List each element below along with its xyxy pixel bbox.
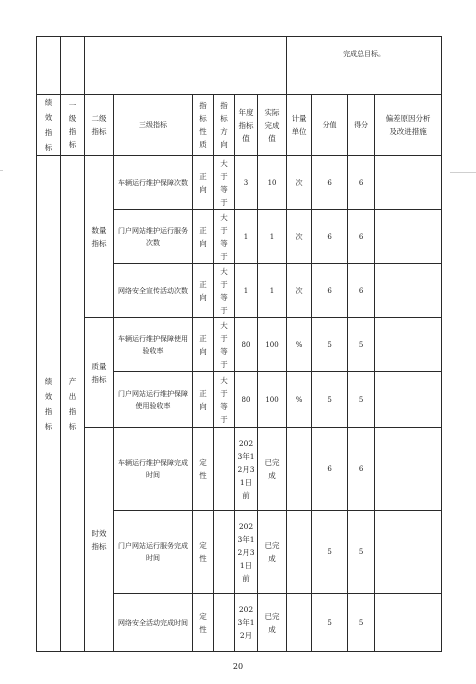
row-unit: % <box>287 318 312 372</box>
category-output-indicator: 产出指标 <box>61 156 85 652</box>
row-score: 6 <box>348 156 375 210</box>
row-nature: 正向 <box>193 318 214 372</box>
header-level2: 二级指标 <box>85 95 114 156</box>
left-edge-line <box>0 170 3 171</box>
row-unit: % <box>287 372 312 428</box>
row-score: 5 <box>348 372 375 428</box>
row-name: 网络安全宣传活动次数 <box>114 264 193 318</box>
summary-label: 完成总目标。 <box>287 37 442 95</box>
row-weight: 6 <box>312 264 348 318</box>
row-unit: 次 <box>287 264 312 318</box>
row-deviation <box>375 318 442 372</box>
row-target: 3 <box>235 156 258 210</box>
row-weight: 5 <box>312 594 348 652</box>
row-score: 6 <box>348 264 375 318</box>
header-nature: 指标性质 <box>193 95 214 156</box>
group-timeliness: 时效指标 <box>85 428 114 652</box>
row-actual: 1 <box>258 264 287 318</box>
summary-row <box>37 37 442 95</box>
row-actual: 已完成 <box>258 428 287 511</box>
row-target: 2023年12月 <box>235 594 258 652</box>
row-unit <box>287 511 312 594</box>
row-target: 2023年12月31日前 <box>235 428 258 511</box>
row-weight: 5 <box>312 372 348 428</box>
row-weight: 5 <box>312 511 348 594</box>
header-performance-indicator: 绩效指标 <box>37 95 61 156</box>
row-nature: 正向 <box>193 156 214 210</box>
row-unit: 次 <box>287 210 312 264</box>
row-deviation <box>375 264 442 318</box>
row-name: 门户网站维护运行服务次数 <box>114 210 193 264</box>
header-row <box>37 95 442 156</box>
header-actual-value: 实际完成值 <box>258 95 287 156</box>
row-direction: 大于等于 <box>214 372 235 428</box>
table-row <box>37 156 442 210</box>
row-weight: 6 <box>312 428 348 511</box>
table-row <box>37 428 442 511</box>
group-quantity: 数量指标 <box>85 156 114 318</box>
header-level3: 三级指标 <box>114 95 193 156</box>
row-actual: 已完成 <box>258 594 287 652</box>
header-deviation: 偏差原因分析及改进措施 <box>375 95 442 156</box>
row-weight: 6 <box>312 210 348 264</box>
group-quality: 质量指标 <box>85 318 114 428</box>
row-unit: 次 <box>287 156 312 210</box>
row-target: 80 <box>235 372 258 428</box>
page-number: 20 <box>232 662 244 671</box>
row-deviation <box>375 156 442 210</box>
header-weight: 分值 <box>312 95 348 156</box>
row-target: 1 <box>235 264 258 318</box>
row-nature: 定性 <box>193 511 214 594</box>
row-direction <box>214 428 235 511</box>
row-name: 门户网站运行服务完成时间 <box>114 511 193 594</box>
row-weight: 6 <box>312 156 348 210</box>
row-unit <box>287 594 312 652</box>
row-nature: 正向 <box>193 210 214 264</box>
header-annual-target: 年度指标值 <box>235 95 258 156</box>
row-nature: 正向 <box>193 372 214 428</box>
header-level1: 一级指标 <box>61 95 85 156</box>
row-score: 5 <box>348 318 375 372</box>
row-name: 车辆运行维护保障次数 <box>114 156 193 210</box>
row-unit <box>287 428 312 511</box>
row-score: 5 <box>348 511 375 594</box>
row-deviation <box>375 210 442 264</box>
row-score: 6 <box>348 428 375 511</box>
row-name: 门户网站运行维护保障使用验收率 <box>114 372 193 428</box>
header-unit: 计量单位 <box>287 95 312 156</box>
row-actual: 100 <box>258 372 287 428</box>
row-score: 5 <box>348 594 375 652</box>
row-actual: 100 <box>258 318 287 372</box>
row-target: 80 <box>235 318 258 372</box>
row-direction: 大于等于 <box>214 264 235 318</box>
row-deviation <box>375 428 442 511</box>
category-performance-indicator: 绩效指标 <box>37 156 61 652</box>
row-nature: 正向 <box>193 264 214 318</box>
row-direction: 大于等于 <box>214 318 235 372</box>
row-actual: 已完成 <box>258 511 287 594</box>
row-name: 网络安全活动完成时间 <box>114 594 193 652</box>
header-direction: 指标方向 <box>214 95 235 156</box>
row-nature: 定性 <box>193 594 214 652</box>
performance-table <box>36 36 442 652</box>
row-direction <box>214 511 235 594</box>
row-weight: 5 <box>312 318 348 372</box>
right-edge-line <box>450 172 476 173</box>
row-direction <box>214 594 235 652</box>
row-target: 2023年12月31日前 <box>235 511 258 594</box>
row-direction: 大于等于 <box>214 210 235 264</box>
row-actual: 10 <box>258 156 287 210</box>
row-nature: 定性 <box>193 428 214 511</box>
row-target: 1 <box>235 210 258 264</box>
row-actual: 1 <box>258 210 287 264</box>
row-name: 车辆运行维护保障使用验收率 <box>114 318 193 372</box>
table-row <box>37 318 442 372</box>
row-direction: 大于等于 <box>214 156 235 210</box>
row-deviation <box>375 372 442 428</box>
header-score: 得分 <box>348 95 375 156</box>
row-name: 车辆运行维护保障完成时间 <box>114 428 193 511</box>
row-deviation <box>375 511 442 594</box>
row-deviation <box>375 594 442 652</box>
row-score: 6 <box>348 210 375 264</box>
